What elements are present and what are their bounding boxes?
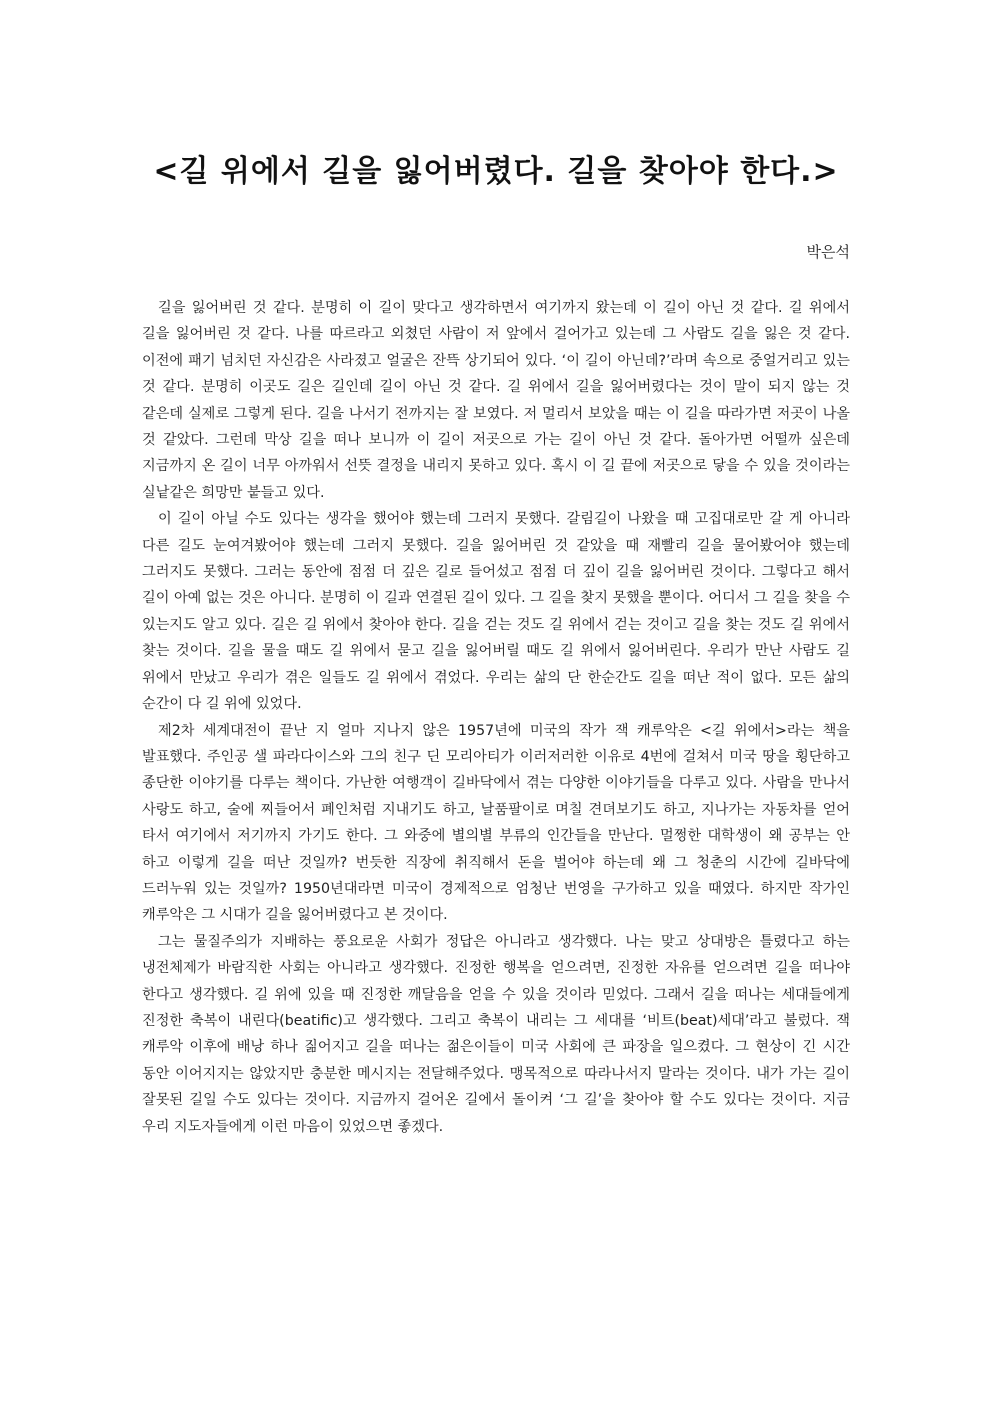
document-body <box>142 295 850 1140</box>
paragraph-1: 길을 잃어버린 것 같다. 분명히 이 길이 맞다고 생각하면서 여기까지 왔는데 이 길이 아닌 것 같다. 길 위에서 길을 잃어버린 것 같다. 나를 따르라고 외쳤던 사람이 저 앞에서 걸어가고 있는데 그 사람도 길을 잃은 것 같다. 이전에 패기 넘치던 자신감은 사라졌고 얼굴은 잔뜩 상기되어 있다. ‘이 길이 아닌데?’라며 속으로 중얼거리고 있는 것 같다. 분명히 이곳도 길은 길인데 길이 아닌 것 같다. 길 위에서 길을 잃어버렸다는 것이 말이 되지 않는 것 같은데 실제로 그렇게 된다. 길을 나서기 전까지는 잘 보였다. 저 멀리서 보았을 때는 이 길을 따라가면 저곳이 나올 것 같았다. 그런데 막상 길을 떠나 보니까 이 길이 저곳으로 가는 길이 아닌 것 같다. 돌아가면 어떨까 싶은데 지금까지 온 길이 너무 아까워서 선뜻 결정을 내리지 못하고 있다. 혹시 이 길 끝에 저곳으로 닿을 수 있을 것이라는 실낱같은 희망만 붙들고 있다. <box>142 300 850 501</box>
paragraph-2: 이 길이 아닐 수도 있다는 생각을 했어야 했는데 그러지 못했다. 갈림길이 나왔을 때 고집대로만 갈 게 아니라 다른 길도 눈여겨봤어야 했는데 그러지 못했다. 길을 잃어버린 것 같았을 때 재빨리 길을 물어봤어야 했는데 그러지도 못했다. 그러는 동안에 점점 더 깊은 길로 들어섰고 점점 더 깊이 길을 잃어버린 것이다. 그렇다고 해서 길이 아예 없는 것은 아니다. 분명히 이 길과 연결된 길이 있다. 그 길을 찾지 못했을 뿐이다. 어디서 그 길을 찾을 수 있는지도 알고 있다. 길은 길 위에서 찾아야 한다. 길을 걷는 것도 길 위에서 걷는 것이고 길을 찾는 것도 길 위에서 찾는 것이다. 길을 물을 때도 길 위에서 묻고 길을 잃어버릴 때도 길 위에서 잃어버린다. 우리가 만난 사람도 길 위에서 만났고 우리가 겪은 일들도 길 위에서 겪었다. 우리는 삶의 단 한순간도 길을 떠난 적이 없다. 모든 삶의 순간이 다 길 위에 있었다. <box>142 511 850 713</box>
paragraph-3: 제2차 세계대전이 끝난 지 얼마 지나지 않은 1957년에 미국의 작가 잭 캐루악은 <길 위에서>라는 책을 발표했다. 주인공 샐 파라다이스와 그의 친구 딘 모리아티가 이러저러한 이유로 4번에 걸쳐서 미국 땅을 횡단하고 종단한 이야기를 다루는 책이다. 가난한 여행객이 길바닥에서 겪는 다양한 이야기들을 다루고 있다. 사람을 만나서 사랑도 하고, 술에 찌들어서 폐인처럼 지내기도 하고, 날품팔이로 며칠 견뎌보기도 하고, 지나가는 자동차를 얻어 타서 여기에서 저기까지 가기도 한다. 그 와중에 별의별 부류의 인간들을 만난다. 멀쩡한 대학생이 왜 공부는 안 하고 이렇게 길을 떠난 것일까? 번듯한 직장에 취직해서 돈을 벌어야 하는데 왜 그 청춘의 시간에 길바닥에 드러누워 있는 것일까? 1950년대라면 미국이 경제적으로 엄청난 번영을 구가하고 있을 때였다. 하지만 작가인 캐루악은 그 시대가 길을 잃어버렸다고 본 것이다. <box>142 722 850 924</box>
paragraph-4: 그는 물질주의가 지배하는 풍요로운 사회가 정답은 아니라고 생각했다. 나는 맞고 상대방은 틀렸다고 하는 냉전체제가 바람직한 사회는 아니라고 생각했다. 진정한 행복을 얻으려면, 진정한 자유를 얻으려면 길을 떠나야 한다고 생각했다. 길 위에 있을 때 진정한 깨달음을 얻을 수 있을 것이라 믿었다. 그래서 길을 떠나는 세대들에게 진정한 축복이 내린다(beatific)고 생각했다. 그리고 축복이 내리는 그 세대를 ‘비트(beat)세대’라고 불렀다. 잭 캐루악 이후에 배낭 하나 짊어지고 길을 떠나는 젊은이들이 미국 사회에 큰 파장을 일으켰다. 그 현상이 긴 시간 동안 이어지지는 않았지만 충분한 메시지는 전달해주었다. 맹목적으로 따라나서지 말라는 것이다. 내가 가는 길이 잘못된 길일 수도 있다는 것이다. 지금까지 걸어온 길에서 돌이켜 ‘그 길’을 찾아야 할 수도 있다는 것이다. 지금 우리 지도자들에게 이런 마음이 있었으면 좋겠다. <box>142 933 850 1135</box>
document-title: <길 위에서 길을 잃어버렸다. 길을 찾아야 한다.> <box>153 154 839 189</box>
author-name: 박은석 <box>806 243 850 261</box>
